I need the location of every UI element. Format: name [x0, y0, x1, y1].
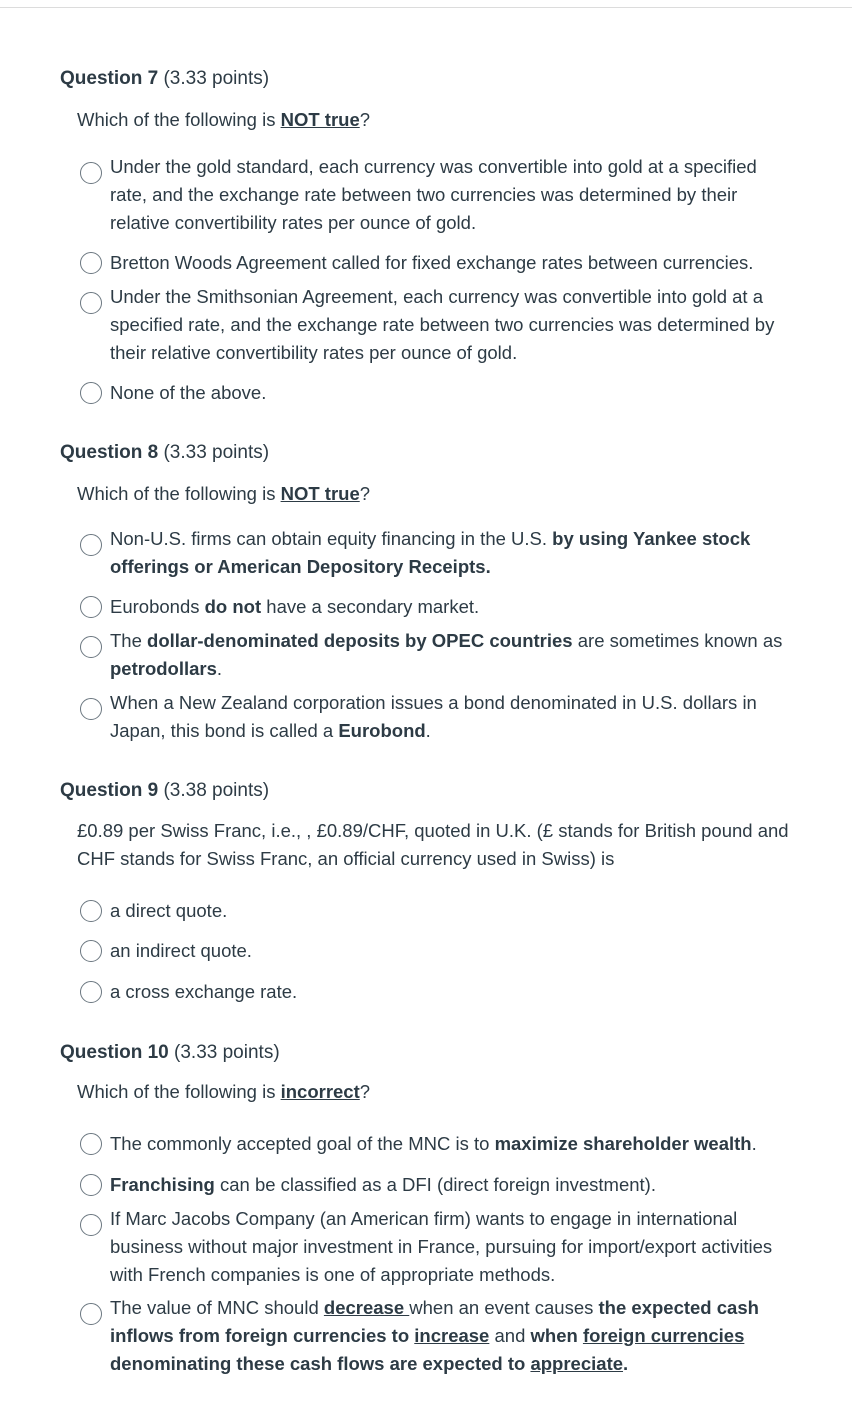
option-label: a cross exchange rate. [110, 981, 298, 1002]
question-7-title: Question 7 (3.33 points) [60, 68, 270, 89]
radio-button[interactable] [80, 252, 102, 274]
option-label: a direct quote. [110, 900, 228, 921]
question-7-stem: Which of the following is NOT true? [77, 109, 371, 130]
question-10-title: Question 10 (3.33 points) [60, 1042, 280, 1063]
radio-button[interactable] [80, 534, 102, 556]
top-divider [0, 7, 852, 8]
option-label: Eurobonds do not have a secondary market. [110, 596, 480, 617]
radio-button[interactable] [80, 981, 102, 1003]
option-label: Bretton Woods Agreement called for fixed exchange rates between currencies. [110, 252, 754, 273]
option-label: an indirect quote. [110, 940, 252, 961]
option-label: None of the above. [110, 382, 267, 403]
radio-button[interactable] [80, 1174, 102, 1196]
radio-button[interactable] [80, 1133, 102, 1155]
question-9-stem: £0.89 per Swiss Franc, i.e., , £0.89/CHF, quoted in U.K. (£ stands for British pound and CHF stands for Swiss Franc, an official currency used in Swiss) is [77, 820, 789, 869]
radio-button[interactable] [80, 1303, 102, 1325]
radio-button[interactable] [80, 900, 102, 922]
radio-button[interactable] [80, 292, 102, 314]
option-label: Non-U.S. firms can obtain equity financing in the U.S. by using Yankee stock offerings or American Depository Receipts. [110, 528, 751, 577]
radio-button[interactable] [80, 382, 102, 404]
option-label: The value of MNC should decrease when an event causes the expected cash inflows from foreign currencies to increase and when foreign currencies denominating these cash flows are expected to appreciate. [110, 1297, 759, 1374]
option-label: Under the gold standard, each currency was convertible into gold at a specified rate, and the exchange rate between two currencies was determined by their relative convertibility rates per ounce of gold. [110, 156, 757, 233]
radio-button[interactable] [80, 940, 102, 962]
radio-button[interactable] [80, 1214, 102, 1236]
option-label: The dollar-denominated deposits by OPEC countries are sometimes known as petrodollars. [110, 630, 783, 679]
radio-button[interactable] [80, 596, 102, 618]
option-label: Franchising can be classified as a DFI (direct foreign investment). [110, 1174, 656, 1195]
radio-button[interactable] [80, 636, 102, 658]
option-label: Under the Smithsonian Agreement, each currency was convertible into gold at a specified rate, and the exchange rate between two currencies was determined by their relative convertibility rates per ounce of gold. [110, 286, 775, 363]
question-8-title: Question 8 (3.33 points) [60, 442, 270, 463]
option-label: If Marc Jacobs Company (an American firm) wants to engage in international business without major investment in France, pursuing for import/export activities with French companies is one of appropriate methods. [110, 1208, 773, 1285]
question-8-stem: Which of the following is NOT true? [77, 483, 371, 504]
radio-button[interactable] [80, 698, 102, 720]
question-10-stem: Which of the following is incorrect? [77, 1081, 371, 1102]
option-label: When a New Zealand corporation issues a bond denominated in U.S. dollars in Japan, this bond is called a Eurobond. [110, 692, 757, 741]
radio-button[interactable] [80, 162, 102, 184]
option-label: The commonly accepted goal of the MNC is to maximize shareholder wealth. [110, 1133, 757, 1154]
question-9-title: Question 9 (3.38 points) [60, 780, 270, 801]
